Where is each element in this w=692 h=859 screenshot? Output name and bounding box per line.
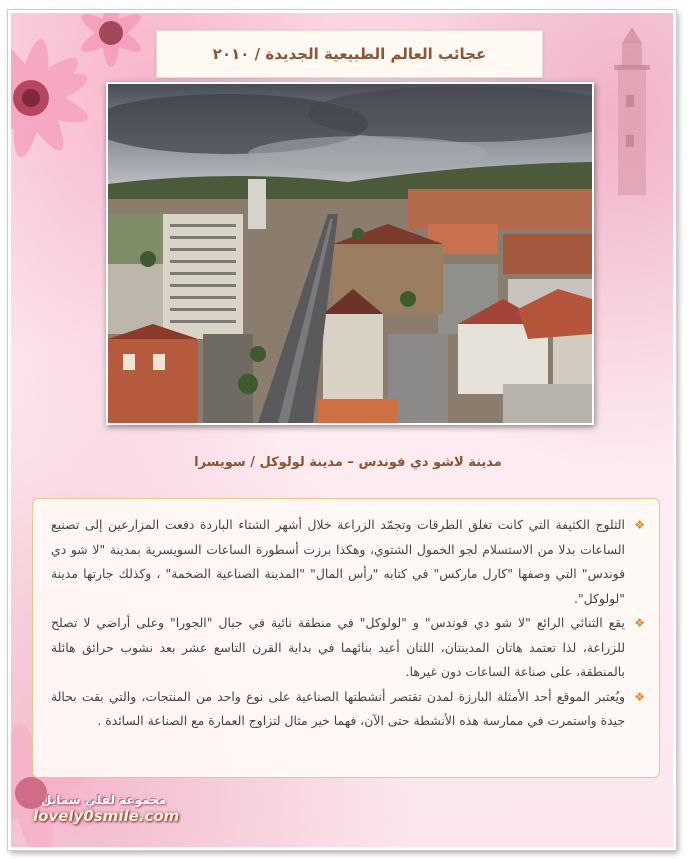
city-photo bbox=[106, 82, 594, 425]
paragraph-text: الثلوج الكثيفة التي كانت تغلق الطرقات وتجمّد الزراعة خلال أشهر الشتاء الباردة دفعت المزارعين إلى تصنيع الساعات بدلا من الاستسلام لجو الخمول الشتوي، وهكذا برزت أسطورة الساعات السويسرية بمدينة "لا شو دي فوندس" التي وصفها "كارل ماركس" في كتابه "رأس المال" "المدينة الصناعية الضخمة" ، وكذلك جارتها مدينة "لولوكل". bbox=[51, 517, 625, 606]
article-text-box bbox=[32, 498, 660, 778]
diamond-bullet-icon: ❖ bbox=[634, 616, 645, 630]
paragraph-2 bbox=[51, 611, 645, 685]
lighthouse-decoration bbox=[596, 25, 666, 195]
city-aerial-image bbox=[108, 84, 592, 423]
photo-caption: مدينة لاشو دي فوندس – مدينة لولوكل / سويسرا bbox=[194, 455, 502, 470]
page-frame bbox=[8, 10, 676, 850]
paragraph-text: يقع الثنائي الرائع "لا شو دي فوندس" و "لولوكل" في منطقة نائية في جبال "الجورا" وعلى أراضي لا تصلح للزراعة، لذا تعتمد هاتان المدينتان، اللتان أعيد بنائهما في بداية القرن التاسع عشر بعد نشوب حرائق هائلة بالمنطقة، على صناعة الساعات دون غيرها. bbox=[51, 615, 625, 679]
title-box bbox=[156, 30, 543, 78]
paragraph-text: ويُعتبر الموقع أحد الأمثلة البارزة لمدن تقتصر أنشطتها الصناعية على نوع واحد من المنتجات، والتي بقت بحالة جيدة واستمرت في ممارسة هذه الأنشطة حتى الآن، فهما خير مثال لتزاوج العمارة مع الصناعة السائدة . bbox=[51, 688, 625, 728]
logo-arabic-text: مجموعة لفلي سمايل bbox=[41, 793, 167, 807]
logo-english-text: lovely0smile.com bbox=[33, 807, 180, 825]
paragraph-1 bbox=[51, 513, 645, 611]
diamond-bullet-icon: ❖ bbox=[634, 518, 645, 532]
page-title: عجائب العالم الطبيعية الجديدة / ٢٠١٠ bbox=[212, 45, 487, 63]
site-logo[interactable] bbox=[33, 793, 203, 825]
paragraph-3 bbox=[51, 685, 645, 734]
diamond-bullet-icon: ❖ bbox=[634, 689, 645, 704]
